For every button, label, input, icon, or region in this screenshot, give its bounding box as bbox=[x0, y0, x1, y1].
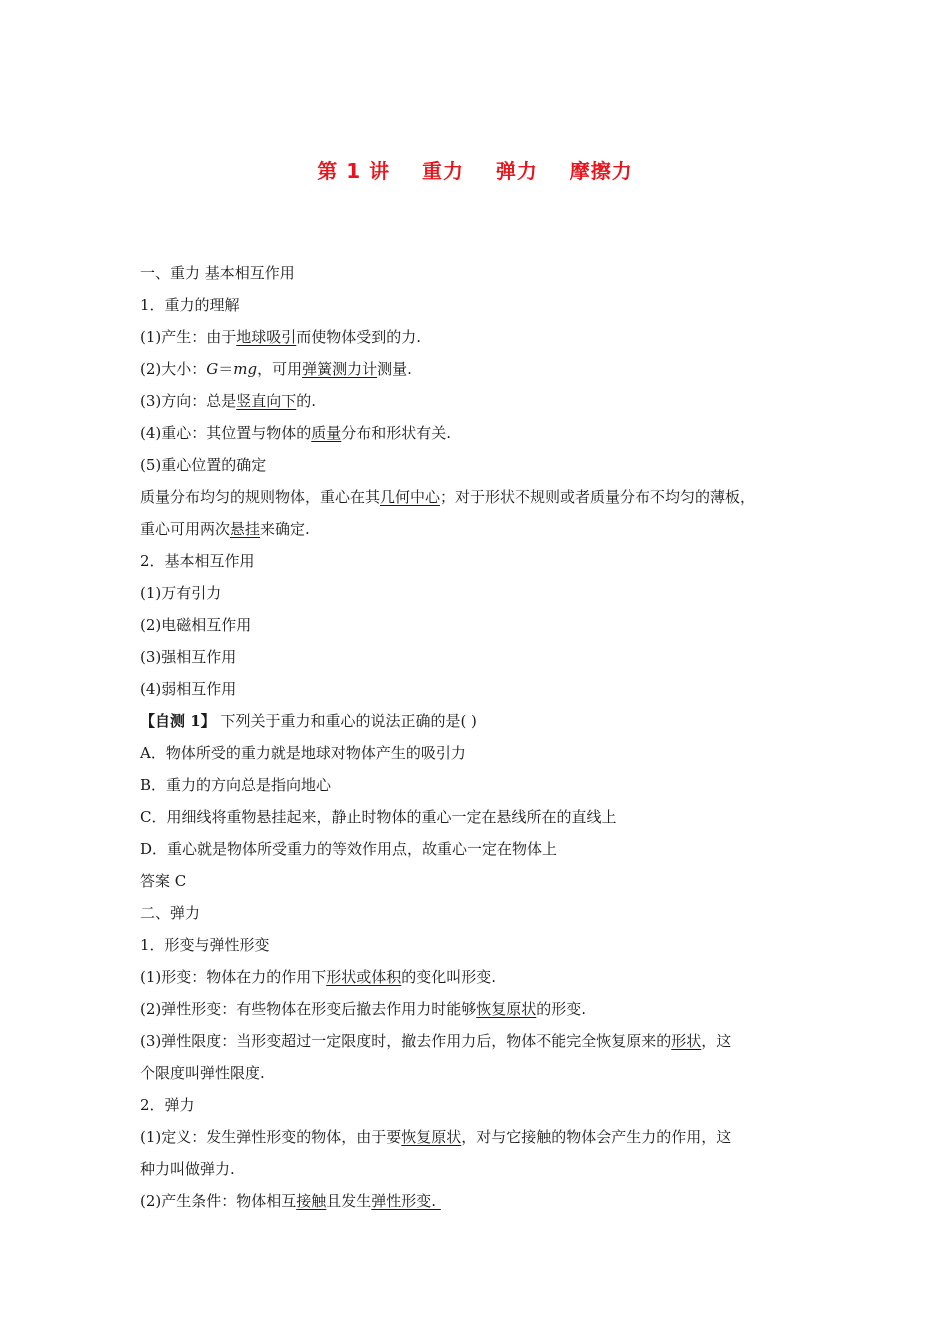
gravity-origin-line bbox=[140, 327, 421, 347]
list-item: (4)弱相互作用 bbox=[140, 680, 237, 698]
quiz-option-b: B．重力的方向总是指向地心 bbox=[140, 776, 332, 794]
formula-symbol: mg bbox=[233, 360, 258, 378]
gravity-direction-line bbox=[140, 391, 316, 411]
formula-symbol: G bbox=[206, 360, 219, 378]
deformation-line bbox=[140, 967, 496, 987]
text: (1)形变：物体在力的作用下 bbox=[140, 968, 327, 986]
fill-blank-answer: 地球吸引 bbox=[236, 328, 297, 346]
elastic-deformation-line bbox=[140, 999, 586, 1019]
fill-blank-answer: 质量 bbox=[311, 424, 342, 442]
text: ，对与它接触的物体会产生力的作用，这 bbox=[461, 1128, 732, 1146]
list-item: (3)强相互作用 bbox=[140, 648, 237, 666]
definition-line-1 bbox=[140, 1127, 731, 1147]
condition-line bbox=[140, 1191, 441, 1211]
fill-blank-answer: 竖直向下 bbox=[236, 392, 297, 410]
elastic-limit-line-2: 个限度叫弹性限度. bbox=[140, 1064, 265, 1082]
fill-blank-answer: 弹簧测力计 bbox=[302, 360, 378, 378]
text: (3)方向：总是 bbox=[140, 392, 237, 410]
text: (3)弹性限度：当形变超过一定限度时，撤去作用力后，物体不能完全恢复原来的 bbox=[140, 1032, 672, 1050]
fill-blank-answer: 接触 bbox=[296, 1192, 327, 1210]
subheading-basic-interactions: 2．基本相互作用 bbox=[140, 552, 255, 570]
fill-blank-answer: 悬挂 bbox=[230, 520, 261, 538]
text: 重心可用两次 bbox=[140, 520, 231, 538]
fill-blank-answer: 弹性形变. bbox=[371, 1192, 441, 1210]
section-heading-elastic-force: 二、弹力 bbox=[140, 904, 201, 922]
text: ，这 bbox=[701, 1032, 732, 1050]
quiz-option-a: A．物体所受的重力就是地球对物体产生的吸引力 bbox=[140, 744, 466, 762]
quiz-option-c: C．用细线将重物悬挂起来，静止时物体的重心一定在悬线所在的直线上 bbox=[140, 808, 617, 826]
fill-blank-answer: 几何中心 bbox=[380, 488, 441, 506]
text: (4)重心：其位置与物体的 bbox=[140, 424, 312, 442]
fill-blank-answer: 恢复原状 bbox=[476, 1000, 537, 1018]
text: (2)产生条件：物体相互 bbox=[140, 1192, 297, 1210]
text: 而使物体受到的力. bbox=[296, 328, 422, 346]
section-heading-gravity: 一、重力 基本相互作用 bbox=[140, 264, 295, 282]
center-of-gravity-determination: (5)重心位置的确定 bbox=[140, 456, 267, 474]
fill-blank-answer: 形状或体积 bbox=[326, 968, 402, 986]
quiz-answer: 答案 C bbox=[140, 872, 187, 890]
page-title: 第 1 讲 重力 弹力 摩擦力 bbox=[317, 159, 633, 183]
text: 质量分布均匀的规则物体，重心在其 bbox=[140, 488, 381, 506]
subheading-deformation: 1．形变与弹性形变 bbox=[140, 936, 270, 954]
quiz-option-d: D．重心就是物体所受重力的等效作用点，故重心一定在物体上 bbox=[140, 840, 558, 858]
determination-line-2 bbox=[140, 519, 310, 539]
quiz-label: 【自测 1】 bbox=[140, 712, 216, 730]
determination-line-1 bbox=[140, 487, 755, 507]
text: (1)定义：发生弹性形变的物体，由于要 bbox=[140, 1128, 402, 1146]
text: (1)产生：由于 bbox=[140, 328, 237, 346]
text: 来确定. bbox=[260, 520, 310, 538]
subheading-gravity-understanding: 1．重力的理解 bbox=[140, 296, 240, 314]
subheading-elastic-force: 2．弹力 bbox=[140, 1096, 195, 1114]
elastic-limit-line-1 bbox=[140, 1031, 731, 1051]
text: 且发生 bbox=[326, 1192, 372, 1210]
definition-line-2: 种力叫做弹力. bbox=[140, 1160, 235, 1178]
list-item: (2)电磁相互作用 bbox=[140, 616, 252, 634]
text: 分布和形状有关. bbox=[341, 424, 452, 442]
list-item: (1)万有引力 bbox=[140, 584, 222, 602]
center-of-gravity-line bbox=[140, 423, 451, 443]
formula-equals: ＝ bbox=[218, 360, 234, 378]
text: 测量. bbox=[377, 360, 412, 378]
quiz-question bbox=[140, 711, 477, 731]
text: 的形变. bbox=[536, 1000, 587, 1018]
gravity-magnitude-line bbox=[140, 359, 412, 379]
fill-blank-answer: 形状 bbox=[671, 1032, 702, 1050]
text: ，可用 bbox=[257, 360, 303, 378]
quiz-question-text: 下列关于重力和重心的说法正确的是( ) bbox=[215, 712, 477, 730]
text: ；对于形状不规则或者质量分布不均匀的薄板， bbox=[440, 488, 756, 506]
text: (2)弹性形变：有些物体在形变后撤去作用力时能够 bbox=[140, 1000, 477, 1018]
text: 的变化叫形变. bbox=[401, 968, 497, 986]
text: 的. bbox=[296, 392, 317, 410]
fill-blank-answer: 恢复原状 bbox=[401, 1128, 462, 1146]
text: (2)大小： bbox=[140, 360, 207, 378]
